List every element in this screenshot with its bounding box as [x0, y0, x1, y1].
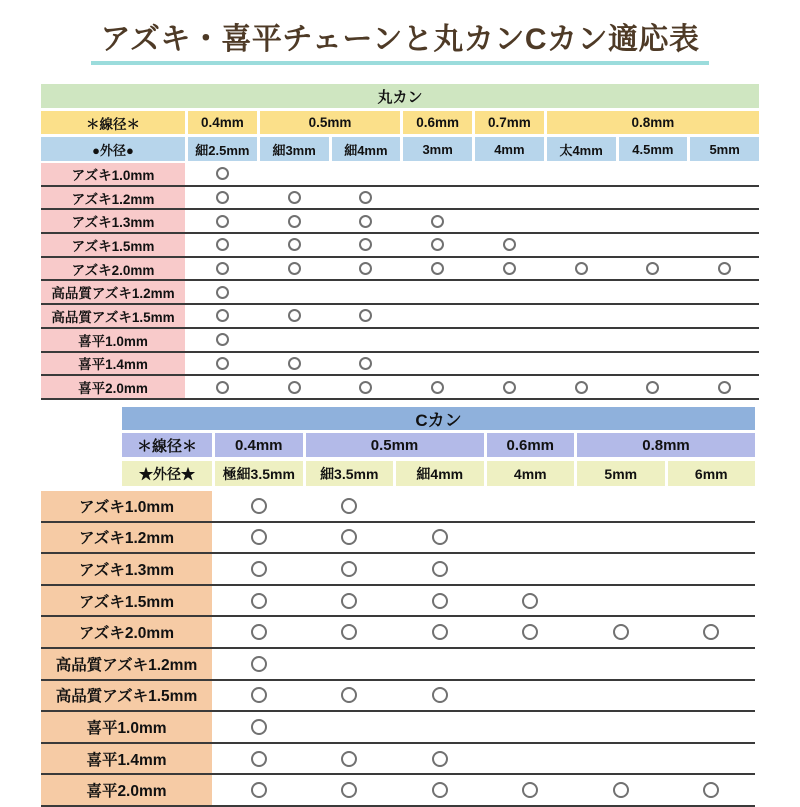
compat-cell [306, 681, 394, 711]
compat-circle-icon [288, 238, 301, 251]
compat-circle-icon [646, 381, 659, 394]
ckan-table-title: Cカン [122, 407, 755, 430]
outer-diameter-value: 太4mm [547, 137, 616, 161]
compat-cell [668, 712, 756, 742]
compat-cell [690, 234, 759, 256]
compat-cell [403, 329, 472, 351]
outer-diameter-value: 5mm [690, 137, 759, 161]
table-row [41, 353, 759, 377]
wire-diameter-value: 0.6mm [403, 111, 472, 134]
compat-cell [215, 586, 303, 616]
table-row [41, 617, 755, 649]
compat-cell [668, 681, 756, 711]
outer-diameter-value: 細3mm [260, 137, 329, 161]
compat-cell [215, 554, 303, 584]
compat-circle-icon [341, 687, 357, 703]
compat-circle-icon [646, 262, 659, 275]
compat-cell [306, 744, 394, 774]
compat-cell [306, 586, 394, 616]
compat-cell [188, 163, 257, 185]
wire-diameter-value: 0.4mm [215, 433, 303, 457]
compat-cell [403, 234, 472, 256]
compat-circle-icon [703, 624, 719, 640]
compat-cell [577, 586, 665, 616]
marukan-outer-diameter-row [41, 137, 759, 161]
compat-cell [332, 329, 401, 351]
compat-cell [332, 376, 401, 398]
compat-cell [487, 744, 575, 774]
compat-cell [668, 775, 756, 805]
compat-cell [619, 329, 688, 351]
table-row [41, 376, 759, 400]
compat-cell [577, 617, 665, 647]
chain-row-label: アズキ2.0mm [41, 617, 212, 647]
compat-circle-icon [359, 357, 372, 370]
chain-row-label: 高品質アズキ1.2mm [41, 281, 185, 303]
table-row [41, 491, 755, 523]
chain-row-label: 喜平1.4mm [41, 744, 212, 774]
compat-cell [215, 775, 303, 805]
compat-cell [403, 187, 472, 209]
compat-circle-icon [522, 624, 538, 640]
compat-cell [577, 649, 665, 679]
wire-diameter-value: 0.8mm [547, 111, 759, 134]
chain-row-label: 喜平2.0mm [41, 376, 185, 398]
compat-cell [475, 258, 544, 280]
compat-cell [547, 305, 616, 327]
compat-circle-icon [503, 381, 516, 394]
compat-circle-icon [251, 529, 267, 545]
compat-circle-icon [431, 262, 444, 275]
compat-circle-icon [216, 381, 229, 394]
compat-circle-icon [432, 593, 448, 609]
compat-cell [260, 234, 329, 256]
compat-cell [577, 775, 665, 805]
table-row [41, 744, 755, 776]
compat-cell [577, 681, 665, 711]
compat-cell [306, 775, 394, 805]
compat-cell [487, 523, 575, 553]
compat-cell [487, 649, 575, 679]
outer-diameter-label: ★外径★ [122, 461, 212, 486]
compat-cell [619, 187, 688, 209]
compat-circle-icon [251, 593, 267, 609]
chain-row-label: アズキ1.0mm [41, 491, 212, 521]
compat-cell [306, 617, 394, 647]
wire-diameter-label: ＊線径＊ [41, 111, 185, 134]
compat-cell [260, 210, 329, 232]
compat-cell [619, 163, 688, 185]
compat-cell [396, 554, 484, 584]
table-row [41, 258, 759, 282]
compat-cell [577, 744, 665, 774]
ckan-table-body [41, 491, 755, 807]
outer-diameter-value: 6mm [668, 461, 756, 486]
compat-cell [690, 281, 759, 303]
outer-diameter-value: 4.5mm [619, 137, 688, 161]
compat-cell [188, 281, 257, 303]
compat-cell [403, 305, 472, 327]
outer-diameter-label: ●外径● [41, 137, 185, 161]
marukan-table-title: 丸カン [41, 84, 759, 108]
compat-cell [668, 554, 756, 584]
compat-cell [215, 712, 303, 742]
compat-circle-icon [251, 656, 267, 672]
table-row [41, 329, 759, 353]
compat-circle-icon [359, 309, 372, 322]
compat-cell [260, 163, 329, 185]
compat-cell [547, 234, 616, 256]
compat-circle-icon [613, 782, 629, 798]
compat-circle-icon [341, 751, 357, 767]
outer-diameter-value: 4mm [475, 137, 544, 161]
compat-cell [547, 329, 616, 351]
compat-circle-icon [251, 498, 267, 514]
outer-diameter-value: 4mm [487, 461, 575, 486]
compat-circle-icon [251, 624, 267, 640]
compat-circle-icon [503, 262, 516, 275]
compat-circle-icon [431, 215, 444, 228]
compat-circle-icon [431, 238, 444, 251]
compat-cell [396, 712, 484, 742]
compat-cell [215, 523, 303, 553]
ckan-wire-diameter-row [122, 433, 755, 457]
compat-cell [619, 258, 688, 280]
chain-row-label: 喜平1.4mm [41, 353, 185, 375]
ckan-table-header [122, 407, 755, 486]
compat-circle-icon [359, 191, 372, 204]
compat-cell [306, 649, 394, 679]
compat-cell [396, 681, 484, 711]
compat-cell [547, 353, 616, 375]
compat-cell [260, 376, 329, 398]
compat-cell [306, 712, 394, 742]
outer-diameter-value: 細4mm [396, 461, 484, 486]
table-row [41, 554, 755, 586]
compat-circle-icon [613, 624, 629, 640]
compat-cell [332, 305, 401, 327]
compat-cell [690, 187, 759, 209]
compat-circle-icon [288, 381, 301, 394]
compat-cell [260, 258, 329, 280]
compat-cell [487, 586, 575, 616]
compat-cell [690, 210, 759, 232]
compat-circle-icon [216, 167, 229, 180]
compat-cell [403, 210, 472, 232]
compat-cell [547, 281, 616, 303]
table-row [41, 234, 759, 258]
compat-cell [547, 163, 616, 185]
compat-cell [188, 258, 257, 280]
compat-cell [475, 163, 544, 185]
compat-circle-icon [288, 215, 301, 228]
compat-circle-icon [522, 593, 538, 609]
compat-cell [577, 523, 665, 553]
chain-row-label: アズキ1.5mm [41, 234, 185, 256]
compat-cell [332, 234, 401, 256]
compat-circle-icon [288, 191, 301, 204]
compat-cell [619, 376, 688, 398]
compat-cell [690, 329, 759, 351]
table-row [41, 523, 755, 555]
compat-circle-icon [341, 624, 357, 640]
compat-circle-icon [503, 238, 516, 251]
table-row [41, 586, 755, 618]
chain-row-label: 高品質アズキ1.2mm [41, 649, 212, 679]
page-title-wrap [0, 12, 800, 65]
table-row [41, 187, 759, 211]
compat-cell [577, 554, 665, 584]
compat-cell [547, 187, 616, 209]
compat-cell [475, 329, 544, 351]
compat-circle-icon [341, 593, 357, 609]
compat-cell [487, 617, 575, 647]
compat-cell [668, 491, 756, 521]
compat-cell [332, 210, 401, 232]
compat-circle-icon [432, 529, 448, 545]
compat-circle-icon [251, 561, 267, 577]
compat-cell [396, 617, 484, 647]
compat-cell [188, 234, 257, 256]
compat-cell [403, 376, 472, 398]
compat-circle-icon [432, 561, 448, 577]
compat-cell [487, 775, 575, 805]
compat-cell [577, 491, 665, 521]
table-row [41, 210, 759, 234]
compat-cell [188, 305, 257, 327]
compat-cell [396, 586, 484, 616]
page-title: アズキ・喜平チェーンと丸カンCカン適応表 [91, 12, 710, 65]
compat-circle-icon [432, 782, 448, 798]
compat-cell [260, 353, 329, 375]
compat-cell [332, 163, 401, 185]
compat-cell [619, 281, 688, 303]
compat-cell [396, 775, 484, 805]
chain-row-label: アズキ1.5mm [41, 586, 212, 616]
compat-cell [668, 617, 756, 647]
compat-circle-icon [216, 357, 229, 370]
wire-diameter-value: 0.5mm [306, 433, 484, 457]
ckan-outer-diameter-row [122, 461, 755, 486]
compat-cell [547, 210, 616, 232]
compat-circle-icon [359, 262, 372, 275]
wire-diameter-value: 0.5mm [260, 111, 401, 134]
compat-cell [547, 376, 616, 398]
wire-diameter-label: ＊線径＊ [122, 433, 212, 457]
compat-cell [188, 376, 257, 398]
chain-row-label: 喜平1.0mm [41, 329, 185, 351]
compat-cell [577, 712, 665, 742]
compat-circle-icon [216, 309, 229, 322]
compat-cell [215, 744, 303, 774]
compat-circle-icon [216, 215, 229, 228]
outer-diameter-value: 5mm [577, 461, 665, 486]
compat-circle-icon [288, 262, 301, 275]
compat-cell [396, 523, 484, 553]
compat-circle-icon [431, 381, 444, 394]
table-row [41, 712, 755, 744]
compat-cell [260, 281, 329, 303]
compat-cell [487, 681, 575, 711]
compat-cell [668, 744, 756, 774]
compat-circle-icon [251, 782, 267, 798]
compat-cell [475, 210, 544, 232]
compat-cell [668, 523, 756, 553]
compat-circle-icon [341, 782, 357, 798]
compat-circle-icon [575, 262, 588, 275]
compat-circle-icon [522, 782, 538, 798]
compat-circle-icon [216, 262, 229, 275]
wire-diameter-value: 0.4mm [188, 111, 257, 134]
compat-cell [396, 744, 484, 774]
compat-cell [475, 234, 544, 256]
compat-circle-icon [432, 751, 448, 767]
compat-cell [403, 163, 472, 185]
outer-diameter-value: 細2.5mm [188, 137, 257, 161]
marukan-table [41, 84, 759, 400]
compat-cell [487, 491, 575, 521]
compat-circle-icon [216, 191, 229, 204]
chain-row-label: アズキ1.2mm [41, 523, 212, 553]
compat-circle-icon [341, 561, 357, 577]
compat-cell [475, 376, 544, 398]
compat-cell [619, 210, 688, 232]
compat-cell [260, 305, 329, 327]
compat-cell [619, 234, 688, 256]
chain-row-label: アズキ1.2mm [41, 187, 185, 209]
compat-cell [690, 353, 759, 375]
chain-row-label: アズキ1.0mm [41, 163, 185, 185]
marukan-table-body [41, 163, 759, 400]
compat-cell [668, 586, 756, 616]
wire-diameter-value: 0.8mm [577, 433, 755, 457]
compat-cell [396, 649, 484, 679]
compat-cell [215, 617, 303, 647]
compat-circle-icon [341, 529, 357, 545]
table-row [41, 163, 759, 187]
compat-cell [690, 305, 759, 327]
compat-circle-icon [288, 309, 301, 322]
table-row [41, 681, 755, 713]
compat-circle-icon [359, 238, 372, 251]
compat-circle-icon [251, 687, 267, 703]
table-row [41, 649, 755, 681]
compat-circle-icon [251, 751, 267, 767]
compat-cell [215, 649, 303, 679]
compat-cell [260, 187, 329, 209]
compat-cell [487, 554, 575, 584]
compat-cell [188, 353, 257, 375]
compat-cell [668, 649, 756, 679]
compat-cell [396, 491, 484, 521]
compat-cell [215, 681, 303, 711]
compat-cell [215, 491, 303, 521]
compat-circle-icon [718, 381, 731, 394]
compat-circle-icon [216, 286, 229, 299]
compat-cell [332, 281, 401, 303]
wire-diameter-value: 0.6mm [487, 433, 575, 457]
compat-cell [475, 281, 544, 303]
compat-cell [188, 210, 257, 232]
compat-circle-icon [216, 333, 229, 346]
compat-cell [332, 258, 401, 280]
ckan-table [41, 407, 755, 807]
table-row [41, 281, 759, 305]
compat-circle-icon [341, 498, 357, 514]
compat-cell [475, 353, 544, 375]
compat-circle-icon [432, 687, 448, 703]
table-row [41, 775, 755, 807]
compat-circle-icon [359, 215, 372, 228]
marukan-wire-diameter-row [41, 111, 759, 134]
chain-row-label: 喜平1.0mm [41, 712, 212, 742]
chain-row-label: 喜平2.0mm [41, 775, 212, 805]
compat-circle-icon [432, 624, 448, 640]
compat-circle-icon [359, 381, 372, 394]
compat-cell [690, 258, 759, 280]
compat-circle-icon [703, 782, 719, 798]
outer-diameter-value: 細4mm [332, 137, 401, 161]
compat-cell [403, 353, 472, 375]
compat-cell [475, 305, 544, 327]
compat-cell [690, 163, 759, 185]
chain-row-label: 高品質アズキ1.5mm [41, 681, 212, 711]
compat-cell [332, 353, 401, 375]
compat-circle-icon [216, 238, 229, 251]
compat-cell [690, 376, 759, 398]
compat-cell [306, 554, 394, 584]
compat-circle-icon [575, 381, 588, 394]
compat-cell [306, 523, 394, 553]
compat-cell [332, 187, 401, 209]
compat-cell [188, 329, 257, 351]
compat-cell [475, 187, 544, 209]
compat-circle-icon [251, 719, 267, 735]
outer-diameter-value: 3mm [403, 137, 472, 161]
compat-cell [619, 305, 688, 327]
chain-row-label: アズキ1.3mm [41, 210, 185, 232]
chain-row-label: アズキ1.3mm [41, 554, 212, 584]
table-row [41, 305, 759, 329]
compat-cell [619, 353, 688, 375]
wire-diameter-value: 0.7mm [475, 111, 544, 134]
compat-cell [306, 491, 394, 521]
compat-circle-icon [288, 357, 301, 370]
compat-cell [403, 281, 472, 303]
outer-diameter-value: 極細3.5mm [215, 461, 303, 486]
compat-cell [260, 329, 329, 351]
chain-row-label: アズキ2.0mm [41, 258, 185, 280]
compat-cell [547, 258, 616, 280]
compat-circle-icon [718, 262, 731, 275]
chain-row-label: 高品質アズキ1.5mm [41, 305, 185, 327]
compat-cell [487, 712, 575, 742]
compat-cell [188, 187, 257, 209]
compat-cell [403, 258, 472, 280]
outer-diameter-value: 細3.5mm [306, 461, 394, 486]
